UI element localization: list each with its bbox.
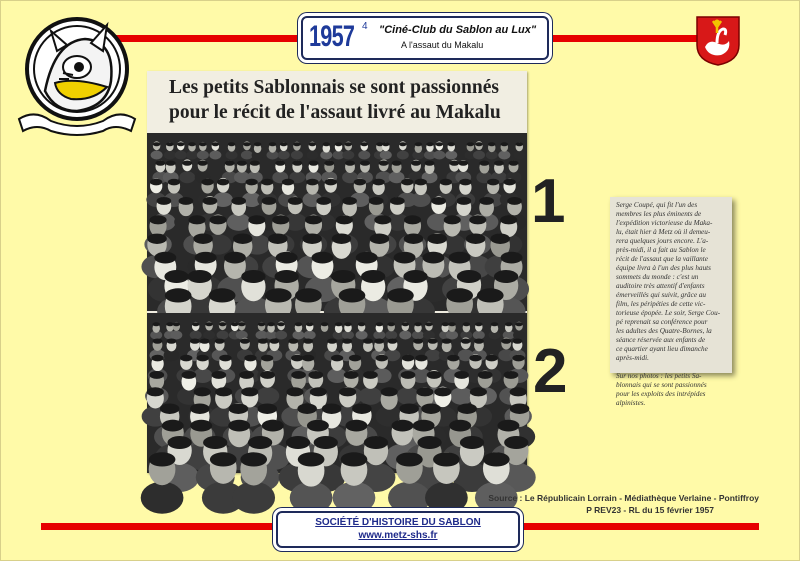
photo-number-1: 1 <box>531 167 566 236</box>
footer-banner <box>276 511 520 548</box>
source-credit <box>488 492 759 516</box>
title-banner <box>301 16 549 60</box>
photo-number-2: 2 <box>533 337 568 406</box>
society-website-link[interactable]: www.metz-shs.fr <box>358 530 438 541</box>
newspaper-clipping <box>147 71 527 473</box>
source-line-2: P REV23 - RL du 15 février 1957 <box>586 505 714 515</box>
clipping-headline <box>147 71 527 133</box>
audience-photo-2 <box>147 313 527 473</box>
audience-photo-1 <box>147 133 527 311</box>
coat-of-arms-icon <box>695 15 741 67</box>
headline-line-2: pour le récit de l'assaut livré au Makalu <box>169 102 501 123</box>
year-index: 4 <box>362 21 368 32</box>
banner-title: "Ciné-Club du Sablon au Lux" <box>379 24 537 36</box>
source-line-1: Source : Le Républicain Lorrain - Médiathèque Verlaine - Pontiffroy <box>488 493 759 503</box>
headline-line-1: Les petits Sablonnais se sont passionnés <box>169 77 499 98</box>
banner-subtitle: A l'assaut du Makalu <box>401 40 484 50</box>
society-name: SOCIÉTÉ D'HISTOIRE DU SABLON <box>315 517 481 528</box>
article-text: Serge Coupé, qui fit l'un des membres les plus éminents de l'expédition victorieuse du Maka- lu, était hier à Metz où il demeu- rera quelques jours encore. L'a- près-midi, il a fait au Sablon le récit de l'assaut que la vaillante équipe livra à l'un des plus hauts sommets du monde : c'est un auditoire très attentif d'enfants émerveillés qui suivit, grâce au film, les péripéties de cette vic- torieuse épopée. Le soir, Serge Cou- pé reprenait sa conférence pour les adultes des Quatre-Bornes, la séance réservée aux enfants de ce quartier ayant lieu dimanche après-midi. Sur nos photos : les petits Sa- blonnais qui se sont passionnés pour les exploits des intrépides alpinistes. <box>616 201 721 407</box>
society-logo <box>15 11 139 135</box>
article-excerpt <box>610 197 732 407</box>
year-label: 1957 <box>309 20 355 53</box>
